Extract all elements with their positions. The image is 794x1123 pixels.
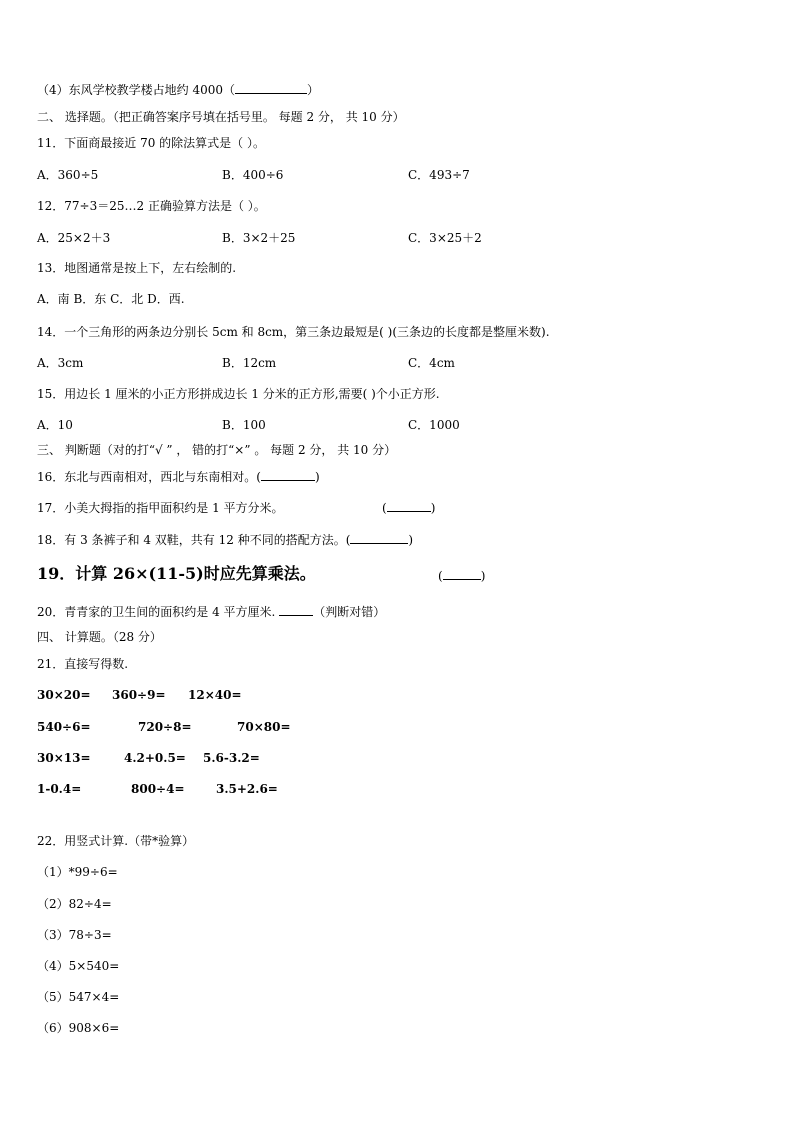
option-a[interactable]: A．10 [37,418,73,432]
answer-blank[interactable] [350,532,408,544]
question-13: 13．地图通常是按上下，左右绘制的. [37,261,237,275]
option-a[interactable]: A．3cm [37,356,84,370]
paren: ) [430,501,436,515]
question-text: 20．青青家的卫生间的面积约是 4 平方厘米. [37,605,276,619]
question-19: 19．计算 26×(11-5)时应先算乘法。 [37,564,316,583]
calc-item: 360÷9= [112,688,166,702]
calc-item: 1-0.4= [37,782,82,796]
calc-item: 3.5+2.6= [216,782,278,796]
option-b[interactable]: B．12cm [222,356,277,370]
vertical-calc-item: （3）78÷3= [37,928,112,942]
section-2-heading: 二、 选择题。（把正确答案序号填在括号里。 每题 2 分， 共 10 分） [37,110,405,124]
question-20 [37,604,385,620]
option-b[interactable]: B．3×2＋25 [222,231,296,245]
option-a[interactable]: A．360÷5 [37,168,99,182]
section-3-heading: 三、 判断题（对的打“√ ” ， 错的打“×” 。 每题 2 分， 共 10 分） [37,443,397,457]
calc-item: 12×40= [188,688,242,702]
question-13-options[interactable]: A．南 B．东 C．北 D．西. [37,292,185,306]
question-text: 16．东北与西南相对，西北与东南相对。( [37,470,261,484]
answer-blank[interactable] [279,604,313,616]
answer-blank[interactable] [443,568,481,580]
option-c[interactable]: C．1000 [408,418,460,432]
option-c[interactable]: C．4cm [408,356,455,370]
question-16 [37,469,320,485]
question-21: 21．直接写得数. [37,657,129,671]
calc-item: 4.2+0.5= [124,751,186,765]
calc-item: 800÷4= [131,782,185,796]
vertical-calc-item: （2）82÷4= [37,897,112,911]
calc-item: 30×20= [37,688,91,702]
calc-item: 720÷8= [138,720,192,734]
paren: ) [408,533,414,547]
calc-item: 5.6-3.2= [203,751,260,765]
question-14: 14．一个三角形的两条边分别长 5cm 和 8cm，第三条边最短是( )(三条边的长度都是整厘米数). [37,325,550,339]
question-15: 15．用边长 1 厘米的小正方形拼成边长 1 分米的正方形,需要( )个小正方形. [37,387,440,401]
vertical-calc-item: （4）5×540= [37,959,120,973]
vertical-calc-item: （6）908×6= [37,1021,120,1035]
answer-blank[interactable] [235,82,307,94]
question-4-sub [37,82,319,98]
question-suffix: （判断对错） [313,605,386,619]
paren: ) [314,470,320,484]
vertical-calc-item: （1）*99÷6= [37,865,118,879]
paren: ） [307,83,320,97]
answer-blank[interactable] [261,469,315,481]
question-12: 12．77÷3＝25…2 正确验算方法是（ ）。 [37,199,266,213]
option-b[interactable]: B．400÷6 [222,168,284,182]
question-17: 17．小美大拇指的指甲面积约是 1 平方分米。 [37,501,284,515]
section-4-heading: 四、 计算题。（28 分） [37,630,162,644]
question-22: 22．用竖式计算.（带*验算） [37,834,195,848]
answer-paren [382,500,435,516]
question-18 [37,532,413,548]
question-11: 11．下面商最接近 70 的除法算式是（ ）。 [37,136,265,150]
option-b[interactable]: B．100 [222,418,266,432]
question-text: （4）东风学校教学楼占地约 4000（ [37,83,235,97]
option-c[interactable]: C．3×25＋2 [408,231,482,245]
calc-item: 70×80= [237,720,291,734]
option-a[interactable]: A．25×2＋3 [37,231,111,245]
paren: ( [382,501,387,515]
calc-item: 540÷6= [37,720,91,734]
vertical-calc-item: （5）547×4= [37,990,120,1004]
question-text: 18．有 3 条裤子和 4 双鞋，共有 12 种不同的搭配方法。( [37,533,351,547]
answer-blank[interactable] [387,500,431,512]
paren: ( [438,569,443,583]
answer-paren [438,568,485,584]
calc-item: 30×13= [37,751,91,765]
paren: ) [480,569,486,583]
option-c[interactable]: C．493÷7 [408,168,470,182]
